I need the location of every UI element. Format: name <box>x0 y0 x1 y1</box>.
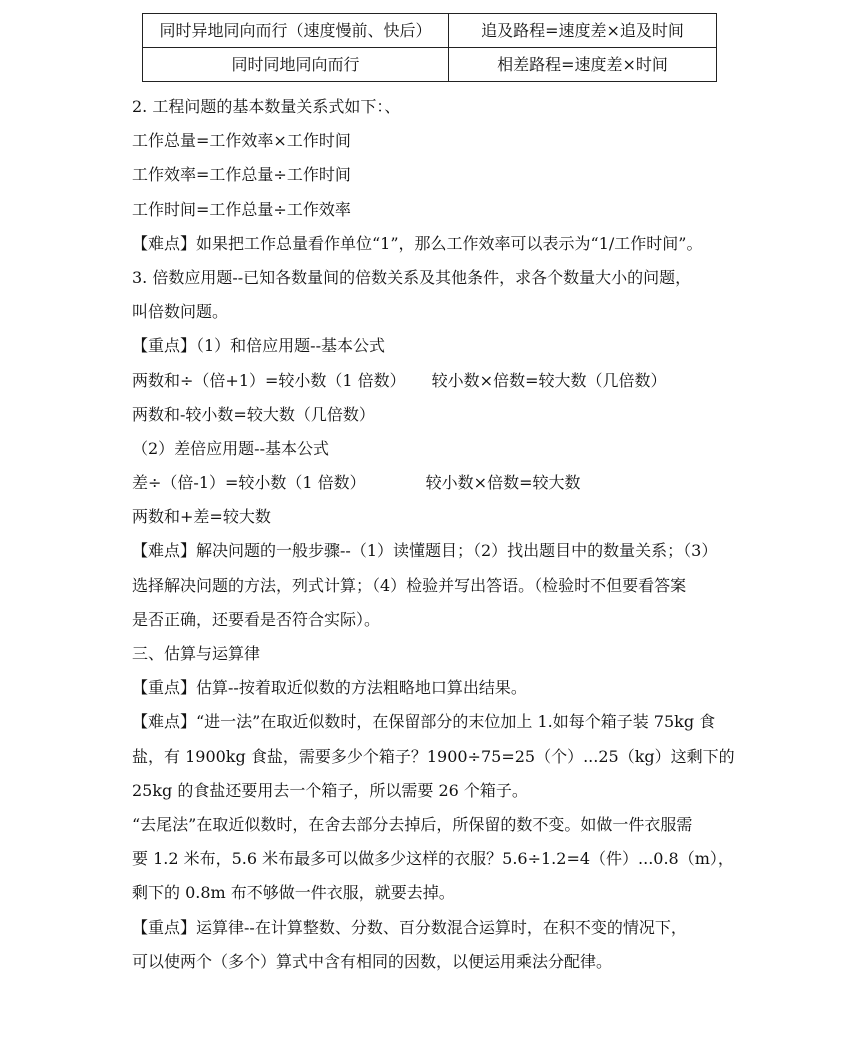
section-heading: 三、估算与运算律 <box>132 644 261 663</box>
text-line <box>132 466 740 500</box>
table-cell: 追及路程=速度差×追及时间 <box>448 14 716 48</box>
table-cell: 同时异地同向而行（速度慢前、快后） <box>143 14 449 48</box>
text-line: 【重点】估算--按着取近似数的方法粗略地口算出结果。 <box>132 678 527 698</box>
text-line: 【难点】“进一法”在取近似数时，在保留部分的末位加上 1.如每个箱子装 75kg 食 <box>132 712 716 732</box>
text-line: 工作效率=工作总量÷工作时间 <box>132 165 351 185</box>
text-line: 剩下的 0.8m 布不够做一件衣服，就要去掉。 <box>132 883 455 903</box>
text-line: 【重点】（1）和倍应用题--基本公式 <box>132 336 385 356</box>
text-line: 【重点】运算律--在计算整数、分数、百分数混合运算时，在积不变的情况下， <box>132 917 687 937</box>
text-line: 选择解决问题的方法，列式计算；（4）检验并写出答语。（检验时不但要看答案 <box>132 575 687 595</box>
text-line: 可以使两个（多个）算式中含有相同的因数，以便运用乘法分配律。 <box>132 951 613 971</box>
motion-formula-table <box>142 13 717 82</box>
text-line: 25kg 的食盐还要用去一个箱子，所以需要 26 个箱子。 <box>132 780 528 800</box>
formula-left: 差÷（倍-1）=较小数（1 倍数） <box>132 473 366 493</box>
text-line: 要 1.2 米布，5.6 米布最多可以做多少这样的衣服？5.6÷1.2=4（件）...0.8（m）， <box>132 849 734 869</box>
text-line: 叫倍数问题。 <box>132 302 229 322</box>
text-line: 2. 工程问题的基本数量关系式如下：、 <box>132 97 401 116</box>
text-line: 【难点】如果把工作总量看作单位“1”，那么工作效率可以表示为“1/工作时间”。 <box>132 233 703 253</box>
text-line: 两数和+差=较大数 <box>132 507 271 527</box>
table-cell: 相差路程=速度差×时间 <box>448 48 716 82</box>
formula-right: 较小数×倍数=较大数（几倍数） <box>431 370 667 390</box>
text-line: （2）差倍应用题--基本公式 <box>132 438 329 458</box>
formula-left: 两数和÷（倍+1）=较小数（1 倍数） <box>132 370 406 390</box>
body-text <box>132 90 740 979</box>
text-line: 盐，有 1900kg 食盐，需要多少个箱子？1900÷75=25（个）...25（kg）这剩下的 <box>132 746 735 766</box>
text-line: 工作时间=工作总量÷工作效率 <box>132 199 351 219</box>
text-line <box>132 364 740 398</box>
table-row <box>143 48 717 82</box>
text-line: 工作总量=工作效率×工作时间 <box>132 131 351 151</box>
text-line: 3. 倍数应用题--已知各数量间的倍数关系及其他条件，求各个数量大小的问题， <box>132 267 692 287</box>
table-row <box>143 14 717 48</box>
formula-right: 较小数×倍数=较大数 <box>425 473 581 493</box>
text-line: 两数和-较小数=较大数（几倍数） <box>132 404 375 424</box>
text-line: 是否正确，还要看是否符合实际）。 <box>132 609 381 629</box>
text-line: “去尾法”在取近似数时，在舍去部分去掉后，所保留的数不变。如做一件衣服需 <box>132 814 693 834</box>
table-cell: 同时同地同向而行 <box>143 48 449 82</box>
text-line: 【难点】解决问题的一般步骤--（1）读懂题目；（2）找出题目中的数量关系；（3） <box>132 541 718 561</box>
